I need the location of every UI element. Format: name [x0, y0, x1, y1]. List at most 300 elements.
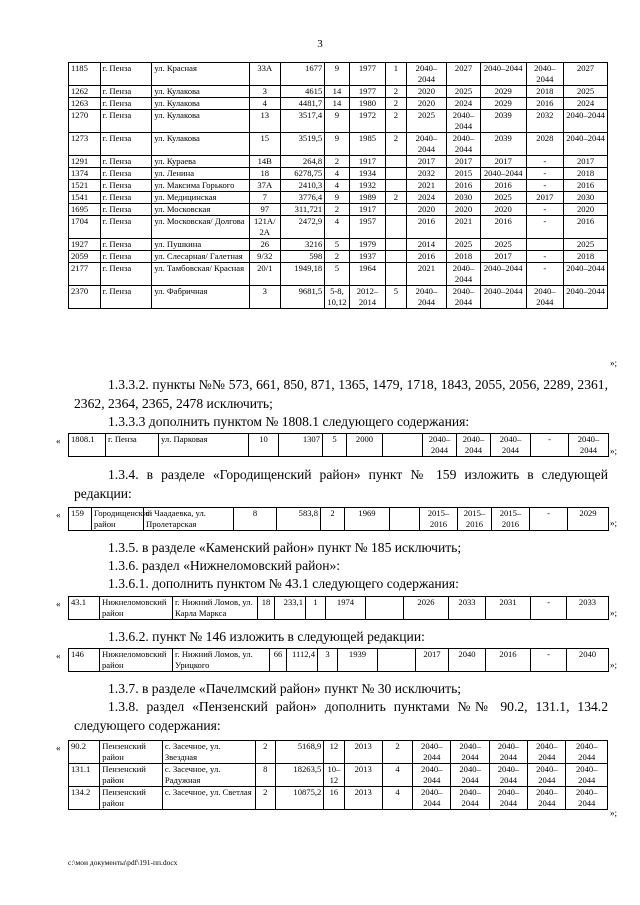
table-cell: -	[526, 204, 564, 216]
table-cell: 8	[234, 508, 277, 531]
table-cell: 43.1	[69, 597, 100, 620]
table-cell: 2018	[564, 168, 608, 180]
table-cell: г. Пенза	[100, 98, 152, 110]
table-cell: ул. Пушкина	[152, 239, 250, 251]
table-cell: -	[526, 216, 564, 239]
table-cell: с. Засечное, ул. Звездная	[162, 741, 255, 764]
table-cell: 2016	[447, 180, 481, 192]
table-cell: 2040–2044	[564, 286, 608, 309]
table-cell: 2040–2044	[451, 764, 489, 787]
table-cell: 1917	[349, 156, 386, 168]
table-cell: 2026	[404, 597, 449, 620]
table-cell: 2017	[526, 192, 564, 204]
table-cell: 1957	[349, 216, 386, 239]
table-cell: ул. Московская	[152, 204, 250, 216]
table-cell: 1977	[349, 63, 386, 86]
table-row	[69, 110, 608, 133]
table-cell: 10875,2	[275, 787, 323, 810]
page-number: 3	[317, 38, 323, 50]
table-cell: 2040	[449, 649, 486, 672]
table-cell: г. Пенза	[100, 192, 152, 204]
table-cell	[526, 239, 564, 251]
table-cell: 2	[386, 110, 406, 133]
table-cell: 2177	[69, 263, 101, 286]
table-cell: ул. Тамбовская/ Красная	[152, 263, 250, 286]
table-cell: ул. Парковая	[159, 434, 249, 457]
table-cell: 8	[255, 764, 275, 787]
table-cell: 3	[250, 286, 281, 309]
table-cell: 2	[386, 98, 406, 110]
table-cell: 2021	[447, 216, 481, 239]
table-cell	[386, 263, 406, 286]
table-cell: г. Пенза	[100, 133, 152, 156]
table-cell: 1985	[349, 133, 386, 156]
table-cell: 2016	[480, 180, 526, 192]
table-cell: 16	[324, 787, 344, 810]
table-cell: 2017	[416, 649, 449, 672]
table-cell: ул. Кулакова	[152, 110, 250, 133]
table-cell: ул. Кулакова	[152, 98, 250, 110]
table-cell: 1808.1	[69, 434, 106, 457]
table-cell: 4615	[280, 86, 325, 98]
main-table	[68, 62, 608, 309]
table-cell: г. Пенза	[100, 86, 152, 98]
table-cell: 2016	[564, 216, 608, 239]
table-cell: 2029	[568, 508, 609, 531]
table-cell: 1262	[69, 86, 101, 98]
table-cell: 2025	[447, 239, 481, 251]
table-cell	[386, 216, 406, 239]
table-cell: 4	[250, 98, 281, 110]
table-cell: 2021	[406, 263, 447, 286]
table-cell: 5	[325, 239, 349, 251]
table-row	[69, 263, 608, 286]
table-cell: 2040–2044	[528, 741, 566, 764]
table-cell: 2	[255, 741, 275, 764]
table-cell: 5168,9	[275, 741, 323, 764]
table-cell: 9	[325, 192, 349, 204]
table-cell: 4	[325, 180, 349, 192]
table-cell: г. Пенза	[106, 434, 159, 457]
table-cell: 1979	[349, 239, 386, 251]
table-cell: 134.2	[69, 787, 100, 810]
table-cell: 2040–2044	[526, 286, 564, 309]
table-cell: 159	[69, 508, 92, 531]
table-cell: 2040–2044	[451, 741, 489, 764]
table-cell: 13	[250, 110, 281, 133]
table-cell: г. Пенза	[100, 251, 152, 263]
table-cell: 1112,4	[287, 649, 318, 672]
table-cell: 2	[386, 192, 406, 204]
table-cell: -	[526, 156, 564, 168]
table-cell: ул. Фабричная	[152, 286, 250, 309]
table-cell: 2017	[564, 156, 608, 168]
table-cell: 2029	[480, 86, 526, 98]
table-cell: 2025	[480, 239, 526, 251]
table-cell: 2040–2044	[489, 764, 527, 787]
table-cell: 4	[325, 168, 349, 180]
table-cell: ул. Красная	[152, 63, 250, 86]
table-cell: г. Пенза	[100, 286, 152, 309]
table-cell: г. Пенза	[100, 156, 152, 168]
para-134: 1.3.4. в разделе «Городищенский район» пункт № 159 изложить в следующей редакции:	[74, 467, 608, 501]
table-cell: 18	[250, 168, 281, 180]
table-cell: 2040–2044	[447, 263, 481, 286]
table-cell: Пензенский район	[100, 764, 163, 787]
table-cell: 2017	[406, 156, 447, 168]
table-cell: ул. Слесарная/ Галетная	[152, 251, 250, 263]
table-159	[68, 507, 609, 531]
table-cell: г. Пенза	[100, 239, 152, 251]
table-cell: 2040–2044	[564, 110, 608, 133]
table-cell: 4481,7	[280, 98, 325, 110]
table-cell: 14	[325, 98, 349, 110]
table-cell: Нижнеломовский район	[100, 649, 173, 672]
table-cell: 2032	[406, 168, 447, 180]
table-cell: ул. Кулакова	[152, 133, 250, 156]
table-cell: 1695	[69, 204, 101, 216]
table-cell: 4	[382, 787, 412, 810]
table-cell: 26	[250, 239, 281, 251]
table-row	[69, 204, 608, 216]
table-cell: 2018	[526, 86, 564, 98]
table-cell: ул. Кураева	[152, 156, 250, 168]
table-431	[68, 596, 609, 620]
table-cell: 233,1	[275, 597, 306, 620]
table-cell: 2040–2044	[406, 63, 447, 86]
table-cell: 2024	[406, 192, 447, 204]
table-cell: -	[531, 434, 569, 457]
table-cell: 10–12	[324, 764, 344, 787]
table-cell: 90.2	[69, 741, 100, 764]
table-cell: 2039	[480, 110, 526, 133]
table-cell: 7	[250, 192, 281, 204]
table-cell: 146	[69, 649, 100, 672]
table-cell: 2030	[447, 192, 481, 204]
table-cell: 66	[270, 649, 287, 672]
table-cell: 2	[382, 741, 412, 764]
table-cell: 1934	[349, 168, 386, 180]
table-cell: 2015–2016	[420, 508, 458, 531]
table-cell: 2370	[69, 286, 101, 309]
table-cell: 2040–2044	[564, 263, 608, 286]
table-cell: 3	[318, 649, 338, 672]
table-cell: 1291	[69, 156, 101, 168]
table-cell: 2039	[480, 133, 526, 156]
table-cell: 2040–2044	[566, 787, 608, 810]
table-row	[69, 98, 608, 110]
table-cell: 2025	[406, 110, 447, 133]
table-cell	[366, 597, 404, 620]
table-cell: 5	[325, 263, 349, 286]
table-cell: 2016	[526, 98, 564, 110]
table-cell: 2013	[344, 741, 382, 764]
table-cell	[386, 251, 406, 263]
table-cell: 1307	[279, 434, 323, 457]
footer-path: c:\мои документы\pdf\191-пп.docx	[68, 858, 178, 867]
table-cell: г. Нижний Ломов, ул. Урицкого	[173, 649, 270, 672]
table-cell: 2040–2044	[413, 787, 451, 810]
table-row	[69, 741, 608, 764]
table-cell: 1917	[349, 204, 386, 216]
quote-close: »;	[610, 660, 618, 670]
table-cell: 3216	[280, 239, 325, 251]
table-cell	[378, 649, 416, 672]
table-cell: 20/1	[250, 263, 281, 286]
table-cell: 1977	[349, 86, 386, 98]
table-cell: 2029	[480, 98, 526, 110]
table-cell: 2025	[480, 192, 526, 204]
table-row	[69, 156, 608, 168]
table-cell	[386, 204, 406, 216]
table-cell: Пензенский район	[100, 787, 163, 810]
table-penz	[68, 740, 608, 810]
table-cell: 2020	[406, 204, 447, 216]
table-cell: 2040–2044	[491, 434, 531, 457]
table-cell: 2040–2044	[447, 286, 481, 309]
table-cell: 2040–2044	[406, 286, 447, 309]
table-cell: 2040–2044	[480, 168, 526, 180]
table-cell: 2040–2044	[489, 787, 527, 810]
table-cell: 2000	[347, 434, 383, 457]
table-cell: 2014	[406, 239, 447, 251]
table-cell: 2016	[406, 251, 447, 263]
table-row	[69, 434, 609, 457]
table-cell: 18	[258, 597, 275, 620]
table-cell: 2040–2044	[447, 133, 481, 156]
table-cell: 2013	[344, 764, 382, 787]
table-cell: 2016	[480, 216, 526, 239]
table-cell: 1964	[349, 263, 386, 286]
table-cell: 15	[250, 133, 281, 156]
quote-close: »;	[610, 518, 618, 528]
table-cell: 5-8, 10,12	[325, 286, 349, 309]
table-cell: 2040–2044	[528, 787, 566, 810]
table-cell: 1273	[69, 133, 101, 156]
table-cell: 2020	[406, 86, 447, 98]
table-cell: 2040–2044	[480, 263, 526, 286]
table-cell: 2	[386, 86, 406, 98]
table-cell: 1521	[69, 180, 101, 192]
table-cell: -	[530, 508, 568, 531]
para-1362: 1.3.6.2. пункт № 146 изложить в следующей редакции:	[108, 629, 425, 644]
table-cell: 14В	[250, 156, 281, 168]
table-cell: 2040–2044	[447, 110, 481, 133]
table-row	[69, 251, 608, 263]
table-cell: 18263,5	[275, 764, 323, 787]
table-cell: 97	[250, 204, 281, 216]
table-cell: г. Пенза	[100, 63, 152, 86]
table-cell: 4	[325, 216, 349, 239]
table-cell: 2040–2044	[569, 434, 609, 457]
table-cell: 264,8	[280, 156, 325, 168]
table-cell: 2472,9	[280, 216, 325, 239]
table-cell: 1972	[349, 110, 386, 133]
table-cell: г. Пенза	[100, 180, 152, 192]
quote-close: »;	[610, 446, 618, 456]
table-cell: г. Пенза	[100, 168, 152, 180]
table-cell: ул. Ленина	[152, 168, 250, 180]
table-row	[69, 787, 608, 810]
table-cell: 4	[382, 764, 412, 787]
table-cell: г. Нижний Ломов, ул. Карла Маркса	[173, 597, 258, 620]
table-cell: 10	[249, 434, 279, 457]
table-cell: 2018	[564, 251, 608, 263]
table-cell: 37А	[250, 180, 281, 192]
table-row	[69, 508, 609, 531]
quote-open: «	[56, 510, 61, 520]
table-cell: 2016	[406, 216, 447, 239]
table-cell: 2013	[344, 787, 382, 810]
table-cell: -	[531, 649, 567, 672]
table-cell: 2040–2044	[566, 741, 608, 764]
table-cell: ул. Кулакова	[152, 86, 250, 98]
table-cell: 12	[324, 741, 344, 764]
para-1332: 1.3.3.2. пункты №№ 573, 661, 850, 871, 1365, 1479, 1718, 1843, 2055, 2056, 2289, 2361, 2362, 2364, 2365, 2478 исключить;	[74, 377, 608, 411]
table-cell: 1932	[349, 180, 386, 192]
table-cell: -	[526, 168, 564, 180]
table-cell: 1	[306, 597, 326, 620]
table-cell: 2040–2044	[526, 63, 564, 86]
table-cell: 9	[325, 110, 349, 133]
table-cell: 2040–2044	[564, 133, 608, 156]
table-cell: с. Чаадаевка, ул. Пролетарская	[144, 508, 234, 531]
table-cell: 1949,18	[280, 263, 325, 286]
table-cell: 9	[325, 63, 349, 86]
table-cell	[390, 508, 420, 531]
table-cell: 2015–2016	[492, 508, 530, 531]
table-cell: 2	[321, 508, 345, 531]
table-cell: Нижнеломовский район	[100, 597, 173, 620]
table-cell: 2015	[447, 168, 481, 180]
table-cell: 2410,3	[280, 180, 325, 192]
table-1808	[68, 433, 609, 457]
table-row	[69, 597, 609, 620]
para-1333: 1.3.3.3 дополнить пунктом № 1808.1 следующего содержания:	[108, 414, 470, 429]
table-cell: 1980	[349, 98, 386, 110]
table-cell: 2020	[480, 204, 526, 216]
quote-open: «	[56, 651, 61, 661]
table-row	[69, 63, 608, 86]
table-cell: 2040–2044	[480, 286, 526, 309]
table-cell: 2018	[447, 251, 481, 263]
table-cell: 2020	[406, 98, 447, 110]
table-cell: 2	[386, 133, 406, 156]
table-cell: 2040	[567, 649, 609, 672]
table-cell	[383, 434, 423, 457]
table-cell: 1263	[69, 98, 101, 110]
table-cell: 1974	[326, 597, 366, 620]
table-cell	[386, 156, 406, 168]
table-cell: 2016	[564, 180, 608, 192]
table-cell: 2025	[564, 239, 608, 251]
table-cell: 2040–2044	[528, 764, 566, 787]
table-cell: с. Засечное, ул. Светлая	[162, 787, 255, 810]
table-cell: 5	[386, 286, 406, 309]
table-cell: 2031	[486, 597, 531, 620]
quote-open: «	[56, 436, 61, 446]
table-cell: 2040–2044	[423, 434, 457, 457]
table-cell	[386, 180, 406, 192]
table-cell: 1937	[349, 251, 386, 263]
table-cell: 1704	[69, 216, 101, 239]
table-row	[69, 168, 608, 180]
table-cell: 2024	[447, 98, 481, 110]
table-cell: 2017	[447, 156, 481, 168]
table-row	[69, 180, 608, 192]
table-cell: Пензенский район	[100, 741, 163, 764]
table-cell: 2	[325, 156, 349, 168]
table-row	[69, 133, 608, 156]
table-cell: 2033	[449, 597, 486, 620]
para-138: 1.3.8. раздел «Пензенский район» дополнить пунктами №№ 90.2, 131.1, 134.2 следующего содержания:	[74, 699, 608, 733]
table-cell: 2040–2044	[489, 741, 527, 764]
table-cell: 2025	[447, 86, 481, 98]
para-135: 1.3.5. в разделе «Каменский район» пункт № 185 исключить;	[108, 540, 462, 555]
table-cell: ул. Московская/ Долгова	[152, 216, 250, 239]
table-cell: 2040–2044	[451, 787, 489, 810]
table-cell: 6278,75	[280, 168, 325, 180]
table-row	[69, 86, 608, 98]
table-cell: -	[526, 180, 564, 192]
table-cell: 598	[280, 251, 325, 263]
table-row	[69, 764, 608, 787]
table-cell: 1969	[345, 508, 390, 531]
table-cell: 2	[325, 251, 349, 263]
table-cell: ул. Медицинская	[152, 192, 250, 204]
table-cell: 2025	[564, 86, 608, 98]
table-row	[69, 216, 608, 239]
table-cell: 3517,4	[280, 110, 325, 133]
table-row	[69, 239, 608, 251]
table-cell: 2015–2016	[458, 508, 492, 531]
table-cell: 2	[255, 787, 275, 810]
table-cell: 1989	[349, 192, 386, 204]
table-cell: 131.1	[69, 764, 100, 787]
table-cell: 2033	[567, 597, 609, 620]
table-cell: 9681,5	[280, 286, 325, 309]
table-cell: 2028	[526, 133, 564, 156]
table-cell: 1927	[69, 239, 101, 251]
table-cell: 2012–2014	[349, 286, 386, 309]
table-cell: 2040–2044	[406, 133, 447, 156]
table-cell	[386, 168, 406, 180]
table-cell: 2030	[564, 192, 608, 204]
table-cell: г. Пенза	[100, 263, 152, 286]
table-cell: 2040–2044	[413, 764, 451, 787]
table-cell: г. Пенза	[100, 216, 152, 239]
table-cell: 2040–2044	[480, 63, 526, 86]
table-cell: 2017	[480, 156, 526, 168]
para-1361: 1.3.6.1. дополнить пунктом № 43.1 следующего содержания:	[108, 576, 459, 591]
table-cell: 583,8	[277, 508, 321, 531]
table-cell: г. Пенза	[100, 204, 152, 216]
table-cell: 3519,5	[280, 133, 325, 156]
quote-open: «	[56, 743, 61, 753]
table-cell: ул. Максима Горького	[152, 180, 250, 192]
table-cell: 311,721	[280, 204, 325, 216]
table-cell: 2059	[69, 251, 101, 263]
table-cell: 3776,4	[280, 192, 325, 204]
table-cell: -	[531, 597, 567, 620]
para-137: 1.3.7. в разделе «Пачелмский район» пункт № 30 исключить;	[108, 681, 462, 696]
table-cell: 1939	[338, 649, 378, 672]
table-cell: 1185	[69, 63, 101, 86]
table-cell: 2040–2044	[457, 434, 491, 457]
table-cell: 1374	[69, 168, 101, 180]
table-cell: 2024	[564, 98, 608, 110]
table-cell: 121А/ 2А	[250, 216, 281, 239]
